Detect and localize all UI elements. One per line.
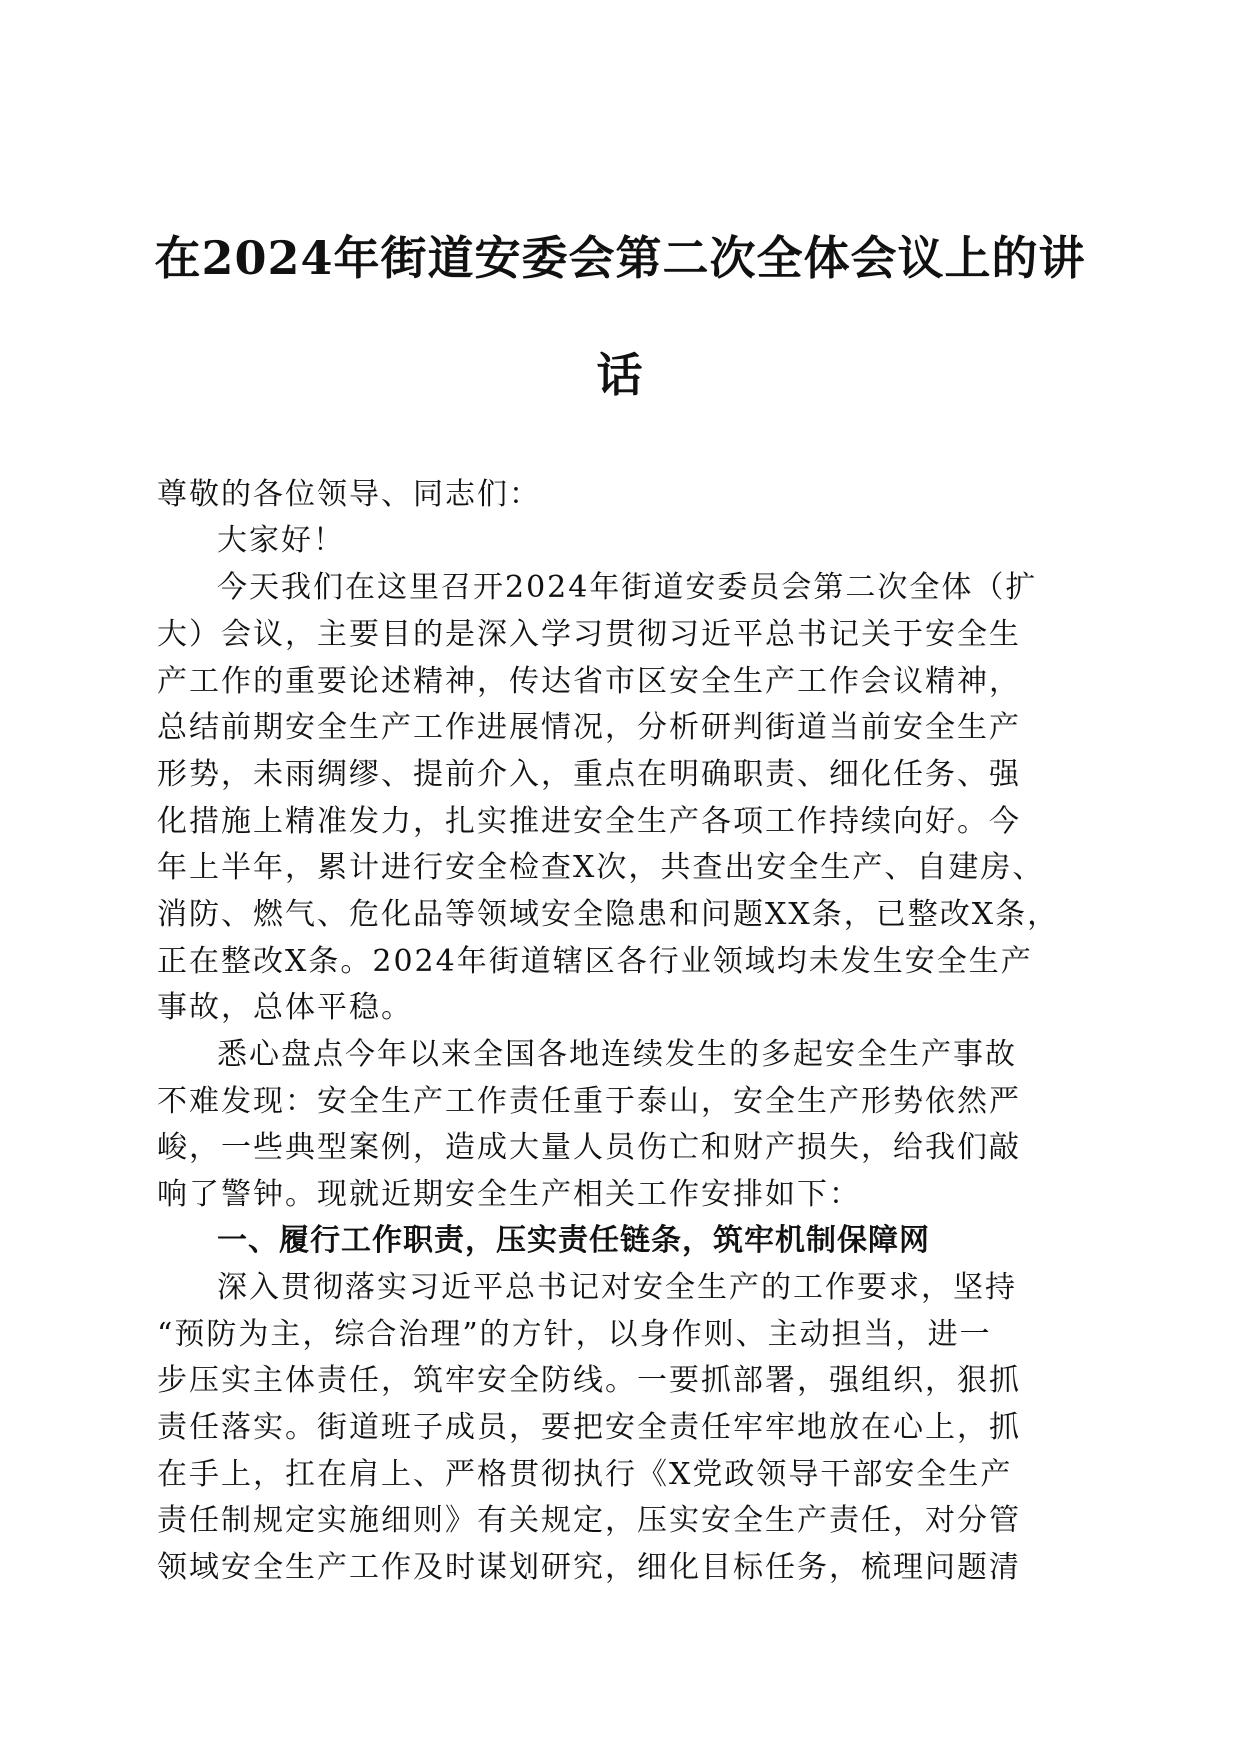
body-line: 步压实主体责任，筑牢安全防线。一要抓部署，强组织，狠抓 (157, 1363, 1021, 1398)
body-line: 在手上，扛在肩上、严格贯彻执行《X党政领导干部安全生产 (157, 1457, 1013, 1492)
section-heading-1: 一、履行工作职责，压实责任链条，筑牢机制保障网 (217, 1223, 930, 1258)
body-line: 今天我们在这里召开2024年街道安委员会第二次全体（扩 (217, 570, 1038, 605)
body-line: 正在整改X条。2024年街道辖区各行业领域均未发生安全生产 (157, 944, 1033, 979)
body-line: 形势，未雨绸缪、提前介入，重点在明确职责、细化任务、强 (157, 757, 1021, 792)
body-line: 领域安全生产工作及时谋划研究，细化目标任务，梳理问题清 (157, 1550, 1021, 1585)
greeting: 大家好！ (217, 523, 345, 558)
body-line: 峻，一些典型案例，造成大量人员伤亡和财产损失，给我们敲 (157, 1130, 1021, 1165)
body-line: 化措施上精准发力，扎实推进安全生产各项工作持续向好。今 (157, 804, 1021, 839)
body-line: 深入贯彻落实习近平总书记对安全生产的工作要求，坚持 (217, 1270, 1017, 1305)
body-line: 大）会议，主要目的是深入学习贯彻习近平总书记关于安全生 (157, 617, 1021, 652)
body-line: 产工作的重要论述精神，传达省市区安全生产工作会议精神， (157, 664, 1021, 699)
body-line: 不难发现：安全生产工作责任重于泰山，安全生产形势依然严 (157, 1084, 1021, 1119)
body-line: 总结前期安全生产工作进展情况，分析研判街道当前安全生产 (157, 710, 1021, 745)
document-title-line-2: 话 (596, 348, 644, 402)
body-line: 悉心盘点今年以来全国各地连续发生的多起安全生产事故 (217, 1037, 1017, 1072)
body-line: 年上半年，累计进行安全检查X次，共查出安全生产、自建房、 (157, 850, 1045, 885)
body-line: 责任落实。街道班子成员，要把安全责任牢牢地放在心上，抓 (157, 1410, 1021, 1445)
body-line: 事故，总体平稳。 (157, 990, 413, 1025)
document-title-line-1: 在2024年街道安委会第二次全体会议上的讲 (154, 231, 1086, 285)
body-line: 消防、燃气、危化品等领域安全隐患和问题XX条，已整改X条， (157, 897, 1060, 932)
salutation: 尊敬的各位领导、同志们： (157, 477, 541, 512)
body-line: 响了警钟。现就近期安全生产相关工作安排如下： (157, 1177, 861, 1212)
body-line: 责任制规定实施细则》有关规定，压实安全生产责任，对分管 (157, 1503, 1021, 1538)
body-line: “预防为主，综合治理”的方针，以身作则、主动担当，进一 (157, 1317, 992, 1352)
